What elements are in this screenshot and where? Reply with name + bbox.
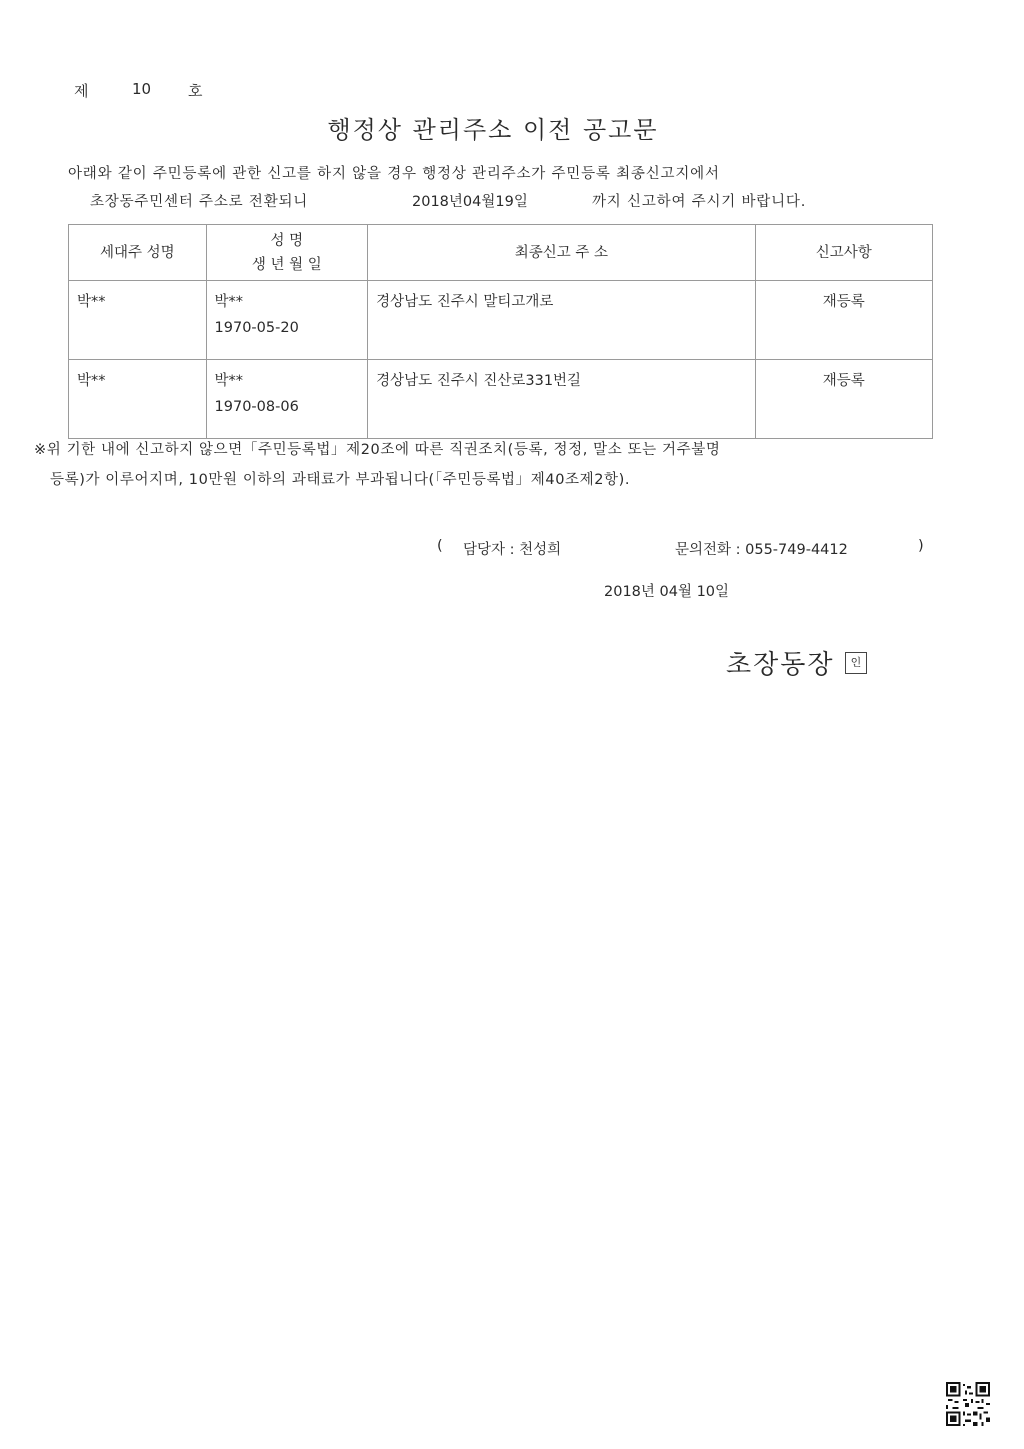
signatory-name: 초장동장	[726, 650, 835, 680]
cell-name-birth	[206, 360, 368, 439]
contact-person: 담당자 : 천성희	[463, 542, 562, 558]
cell-address: 경상남도 진주시 말티고개로	[368, 281, 756, 360]
col-name-label: 성 명	[270, 232, 304, 249]
page-title: 행정상 관리주소 이전 공고문	[327, 116, 659, 144]
table-header-row	[69, 225, 933, 281]
doc-no-suffix: 호	[188, 82, 203, 100]
cell-name-birth	[206, 281, 368, 360]
col-householder: 세대주 성명	[69, 225, 207, 281]
notice-line-2: 등록)가 이루어지며, 10만원 이하의 과태료가 부과됩니다(「주민등록법」제40조제2항).	[50, 472, 631, 488]
contact-open-paren: (	[437, 538, 443, 554]
cell-birth: 1970-08-06	[214, 399, 299, 415]
cell-householder: 박**	[69, 360, 207, 439]
contact-phone: 문의전화 : 055-749-4412	[675, 542, 848, 558]
issue-date: 2018년 04월 10일	[604, 584, 730, 600]
intro-line-1: 아래와 같이 주민등록에 관한 신고를 하지 않을 경우 행정상 관리주소가 주민등록 최종신고지에서	[68, 166, 720, 182]
records-table	[68, 224, 933, 439]
col-report: 신고사항	[755, 225, 932, 281]
cell-name: 박**	[214, 373, 244, 389]
intro-line-2a: 초장동주민센터 주소로 전환되니	[90, 194, 309, 210]
notice-line-1: ※위 기한 내에 신고하지 않으면「주민등록법」제20조에 따른 직권조치(등록, 정정, 말소 또는 거주불명	[34, 442, 721, 458]
cell-report: 재등록	[755, 360, 932, 439]
deadline-date: 2018년04월19일	[412, 194, 528, 210]
cell-address: 경상남도 진주시 진산로331번길	[368, 360, 756, 439]
intro-line-2b: 까지 신고하여 주시기 바랍니다.	[592, 194, 807, 210]
doc-no-prefix: 제	[74, 82, 89, 100]
cell-report: 재등록	[755, 281, 932, 360]
table-row	[69, 281, 933, 360]
seal-stamp: 인	[845, 652, 867, 674]
cell-birth: 1970-05-20	[214, 320, 299, 336]
cell-householder: 박**	[69, 281, 207, 360]
qr-code-icon	[946, 1382, 990, 1426]
col-address: 최종신고 주 소	[368, 225, 756, 281]
contact-close-paren: )	[918, 538, 924, 554]
col-name-birth	[206, 225, 368, 281]
col-birth-label: 생 년 월 일	[251, 256, 322, 273]
doc-no-value: 10	[132, 80, 152, 98]
table-row	[69, 360, 933, 439]
cell-name: 박**	[214, 294, 244, 310]
